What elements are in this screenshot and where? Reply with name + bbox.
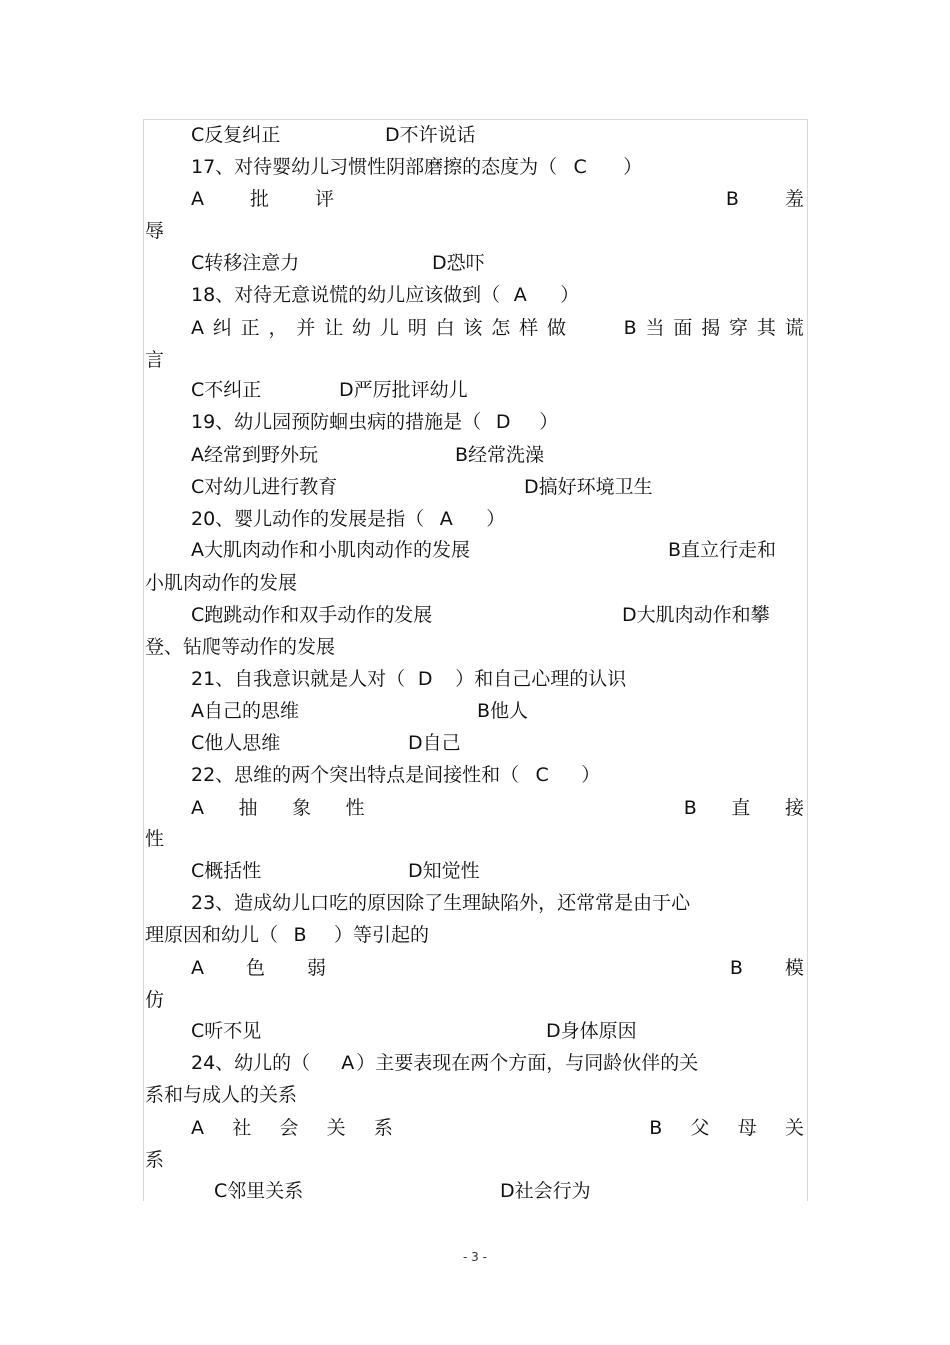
option-c-19: C对幼儿进行教育 <box>191 476 338 498</box>
option-d-18: D严厉批评幼儿 <box>339 379 468 401</box>
option-d-20-wrap: 登、钻爬等动作的发展 <box>145 636 336 658</box>
options-22-wrap: 性 <box>145 828 165 850</box>
answer-22: C <box>535 764 549 786</box>
option-c-18: C不纠正 <box>191 379 262 401</box>
option-a-20: A大肌肉动作和小肌肉动作的发展 <box>191 539 470 561</box>
option-b-21: B他人 <box>477 700 529 722</box>
question-17: 17、对待婴幼儿习惯性阴部磨擦的态度为（ C ） <box>191 156 643 178</box>
answer-20: A <box>439 508 453 530</box>
options-22-ab: A 抽 象 性 B 直 接 <box>191 797 804 819</box>
question-19: 19、幼儿园预防蛔虫病的措施是（ D ） <box>191 411 559 433</box>
option-c-20: C跑跳动作和双手动作的发展 <box>191 604 433 626</box>
answer-24: A <box>341 1052 355 1074</box>
option-c-16: C反复纠正 <box>191 124 281 146</box>
option-d-23: D身体原因 <box>546 1020 637 1042</box>
option-c-23: C听不见 <box>191 1020 262 1042</box>
question-24: 24、幼儿的（ A ）主要表现在两个方面，与同龄伙伴的关 <box>191 1052 699 1074</box>
option-d-19: D搞好环境卫生 <box>524 476 653 498</box>
question-23-wrap: 理原因和幼儿（ B ）等引起的 <box>145 924 430 946</box>
options-18-ab: A 纠 正 ， 并 让 幼 儿 明 白 该 怎 样 做 B 当 面 揭 穿 其 谎 <box>191 317 804 339</box>
option-d-21: D自己 <box>408 732 461 754</box>
question-21: 21、自我意识就是人对（ D ）和自己心理的认识 <box>191 668 627 690</box>
option-c-17: C转移注意力 <box>191 252 300 274</box>
option-d-17: D恐吓 <box>432 252 485 274</box>
answer-17: C <box>573 156 587 178</box>
option-d-24: D社会行为 <box>500 1180 591 1202</box>
question-24-wrap: 系和与成人的关系 <box>145 1084 298 1106</box>
option-d-20: D大肌肉动作和攀 <box>622 604 770 626</box>
option-d-16: D不许说话 <box>385 124 476 146</box>
answer-19: D <box>495 411 511 433</box>
options-24-wrap: 系 <box>145 1149 165 1171</box>
question-20: 20、婴儿动作的发展是指（ A ） <box>191 508 506 530</box>
options-23-wrap: 仿 <box>145 989 165 1011</box>
option-b-20: B直立行走和 <box>668 539 777 561</box>
question-22: 22、思维的两个突出特点是间接性和（ C ） <box>191 764 601 786</box>
question-18: 18、对待无意说慌的幼儿应该做到（ A ） <box>191 284 580 306</box>
question-23: 23、造成幼儿口吃的原因除了生理缺陷外，还常常是由于心 <box>191 892 691 914</box>
options-17-ab: A 批 评 B 羞 <box>191 188 804 210</box>
option-d-22: D知觉性 <box>408 860 480 882</box>
option-c-21: C他人思维 <box>191 732 281 754</box>
answer-21: D <box>417 668 433 690</box>
option-c-22: C概括性 <box>191 860 262 882</box>
page-number: - 3 - <box>463 1250 487 1264</box>
answer-18: A <box>513 284 527 306</box>
options-24-ab: A 社 会 关 系 B 父 母 关 <box>191 1117 804 1139</box>
answer-23: B <box>293 924 307 946</box>
option-b-19: B经常洗澡 <box>455 444 545 466</box>
option-c-24: C邻里关系 <box>214 1180 304 1202</box>
options-17-wrap: 辱 <box>145 220 165 242</box>
options-18-wrap: 言 <box>145 349 165 371</box>
option-a-21: A自己的思维 <box>191 700 299 722</box>
option-b-20-wrap: 小肌肉动作的发展 <box>145 572 298 594</box>
option-a-19: A经常到野外玩 <box>191 444 318 466</box>
options-23-ab: A 色 弱 B 模 <box>191 957 804 979</box>
